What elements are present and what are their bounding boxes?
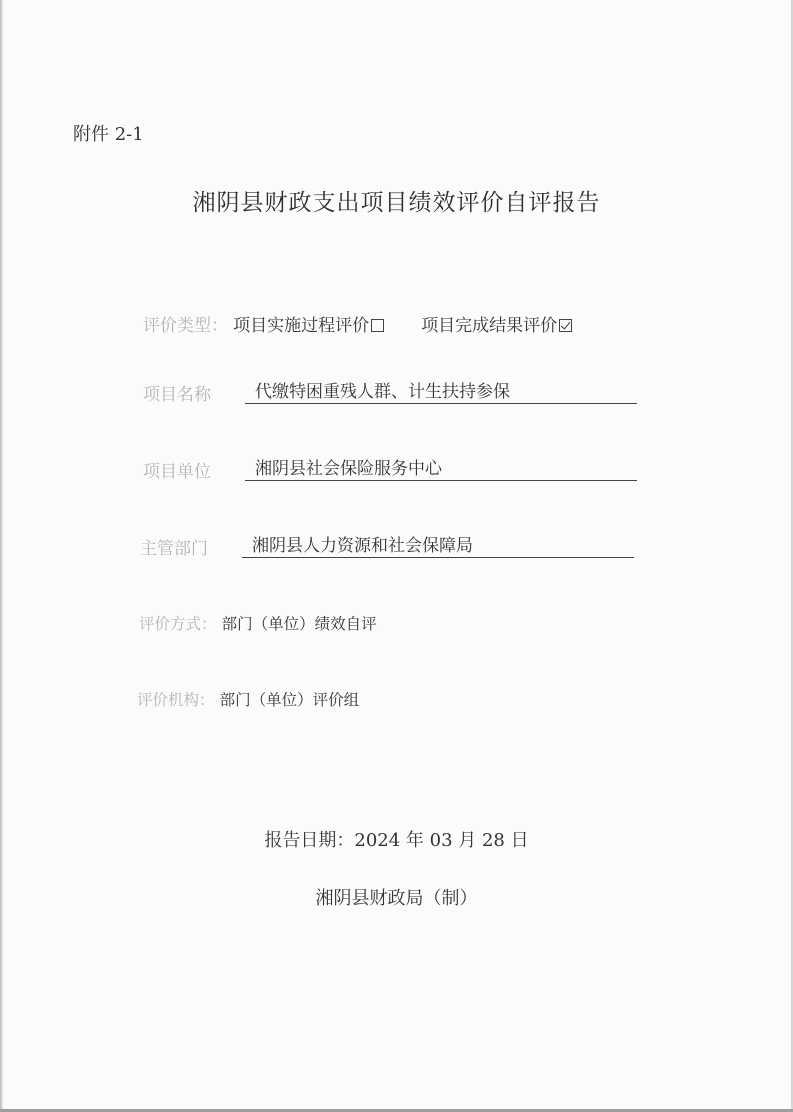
project-name-field: 代缴特困重残人群、计生扶持参保 [245, 381, 637, 404]
eval-org-value: 部门（单位）评价组 [219, 691, 360, 709]
eval-org-row [137, 688, 359, 710]
eval-type-option-process-label: 项目实施过程评价 [233, 316, 370, 336]
supervisor-label: 主管部门 [140, 539, 208, 559]
attachment-number: 附件 2-1 [73, 124, 144, 145]
project-unit-field: 湘阴县社会保险服务中心 [245, 458, 637, 481]
project-name-row [143, 380, 211, 405]
issuer: 湘阴县财政局（制） [315, 888, 478, 909]
eval-type-result-checkbox[interactable] [559, 319, 572, 332]
scan-edge-left [0, 0, 3, 1112]
eval-method-row [139, 612, 377, 634]
eval-method-label: 评价方式： [139, 615, 217, 633]
eval-type-process-checkbox[interactable] [371, 319, 384, 332]
eval-type-label: 评价类型： [143, 316, 228, 336]
eval-type-row [143, 311, 572, 336]
project-unit-row [143, 457, 211, 482]
supervisor-row [140, 534, 208, 559]
project-name-label: 项目名称 [143, 385, 211, 405]
eval-type-option-result-label: 项目完成结果评价 [421, 316, 558, 336]
report-date: 报告日期：2024 年 03 月 28 日 [264, 830, 529, 851]
supervisor-field: 湘阴县人力资源和社会保障局 [242, 535, 634, 558]
document-title: 湘阴县财政支出项目绩效评价自评报告 [192, 190, 601, 216]
eval-method-value: 部门（单位）绩效自评 [221, 615, 377, 633]
project-unit-label: 项目单位 [143, 462, 211, 482]
eval-org-label: 评价机构： [137, 691, 215, 709]
